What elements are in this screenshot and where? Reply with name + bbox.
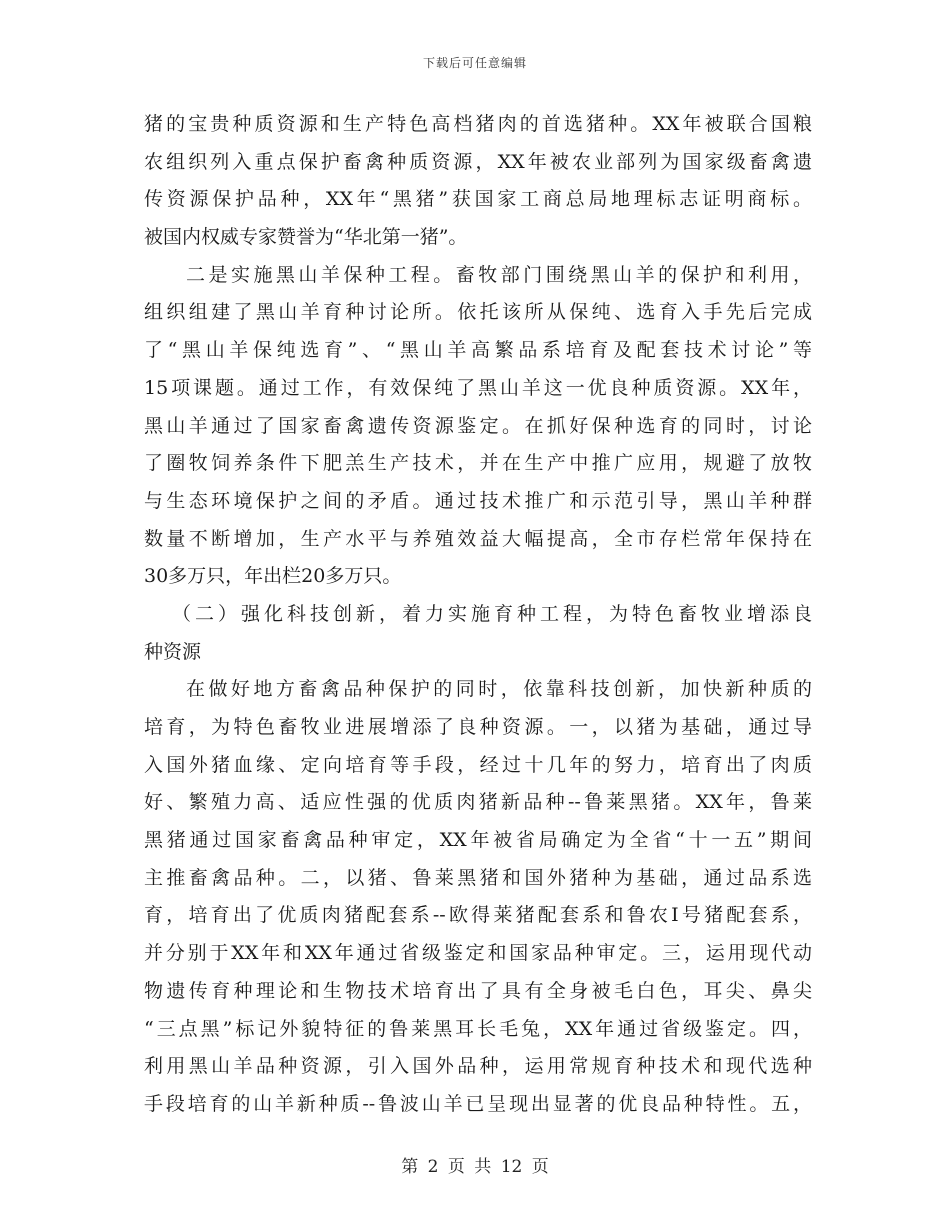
text-line: 黑山羊通过了国家畜禽遗传资源鉴定。在抓好保种选育的同时，讨论	[144, 414, 812, 437]
text-line: 与生态环境保护之间的矛盾。通过技术推广和示范引导，黑山羊种群	[144, 489, 812, 512]
text-line: 了圈牧饲养条件下肥羔生产技术，并在生产中推广应用，规避了放牧	[144, 452, 812, 475]
text-line: 在做好地方畜禽品种保护的同时，依靠科技创新，加快新种质的	[186, 678, 812, 701]
text-line: 培育，为特色畜牧业进展增添了良种资源。一，以猪为基础，通过导	[144, 716, 812, 738]
page-footer: 第 2 页 共 12 页	[401, 1157, 549, 1177]
text-line: 被国内权威专家赞誉为“华北第一猪”。	[144, 226, 468, 249]
text-line: 主推畜禽品种。二，以猪、鲁莱黑猪和国外猪种为基础，通过品系选	[144, 866, 812, 889]
text-line: 组织组建了黑山羊育种讨论所。依托该所从保纯、选育入手先后完成	[144, 301, 812, 324]
text-line: 猪的宝贵种质资源和生产特色高档猪肉的首选猪种。XX年被联合国粮	[144, 113, 812, 135]
text-line: 并分别于XX年和XX年通过省级鉴定和国家品种审定。三，运用现代动	[144, 942, 812, 965]
text-line: 二是实施黑山羊保种工程。畜牧部门围绕黑山羊的保护和利用，	[186, 263, 812, 286]
text-line: “三点黑”标记外貌特征的鲁莱黑耳长毛兔，XX年通过省级鉴定。四，	[144, 1017, 812, 1040]
text-line: 30多万只，年出栏20多万只。	[144, 565, 402, 588]
document-body	[144, 106, 812, 1124]
text-line: 了“黑山羊保纯选育”、“黑山羊高繁品系培育及配套技术讨论”等	[144, 339, 812, 362]
text-line: 好、繁殖力高、适应性强的优质肉猪新品种--鲁莱黑猪。XX年，鲁莱	[144, 791, 812, 814]
text-line: 入国外猪血缘、定向培育等手段，经过十几年的努力，培育出了肉质	[144, 753, 812, 776]
text-line: 手段培育的山羊新种质--鲁波山羊已呈现出显著的优良品种特性。五，	[144, 1092, 812, 1115]
text-line: 利用黑山羊品种资源，引入国外品种，运用常规育种技术和现代选种	[144, 1055, 812, 1078]
page-header: 下载后可任意编辑	[422, 56, 527, 70]
section-heading: 种资源	[144, 640, 202, 663]
text-line: 黑猪通过国家畜禽品种审定，XX年被省局确定为全省“十一五”期间	[144, 829, 812, 852]
section-heading: （二）强化科技创新，着力实施育种工程，为特色畜牧业增添良	[172, 602, 812, 625]
text-line: 15项课题。通过工作，有效保纯了黑山羊这一优良种质资源。XX年，	[144, 376, 812, 399]
text-line: 育，培育出了优质肉猪配套系--欧得莱猪配套系和鲁农Ⅰ号猪配套系，	[144, 904, 812, 927]
text-line: 传资源保护品种，XX年“黑猪”获国家工商总局地理标志证明商标。	[144, 188, 812, 211]
text-line: 物遗传育种理论和生物技术培育出了具有全身被毛白色，耳尖、鼻尖	[144, 979, 812, 1002]
text-line: 农组织列入重点保护畜禽种质资源，XX年被农业部列为国家级畜禽遗	[144, 150, 812, 173]
text-line: 数量不断增加，生产水平与养殖效益大幅提高，全市存栏常年保持在	[144, 527, 812, 550]
